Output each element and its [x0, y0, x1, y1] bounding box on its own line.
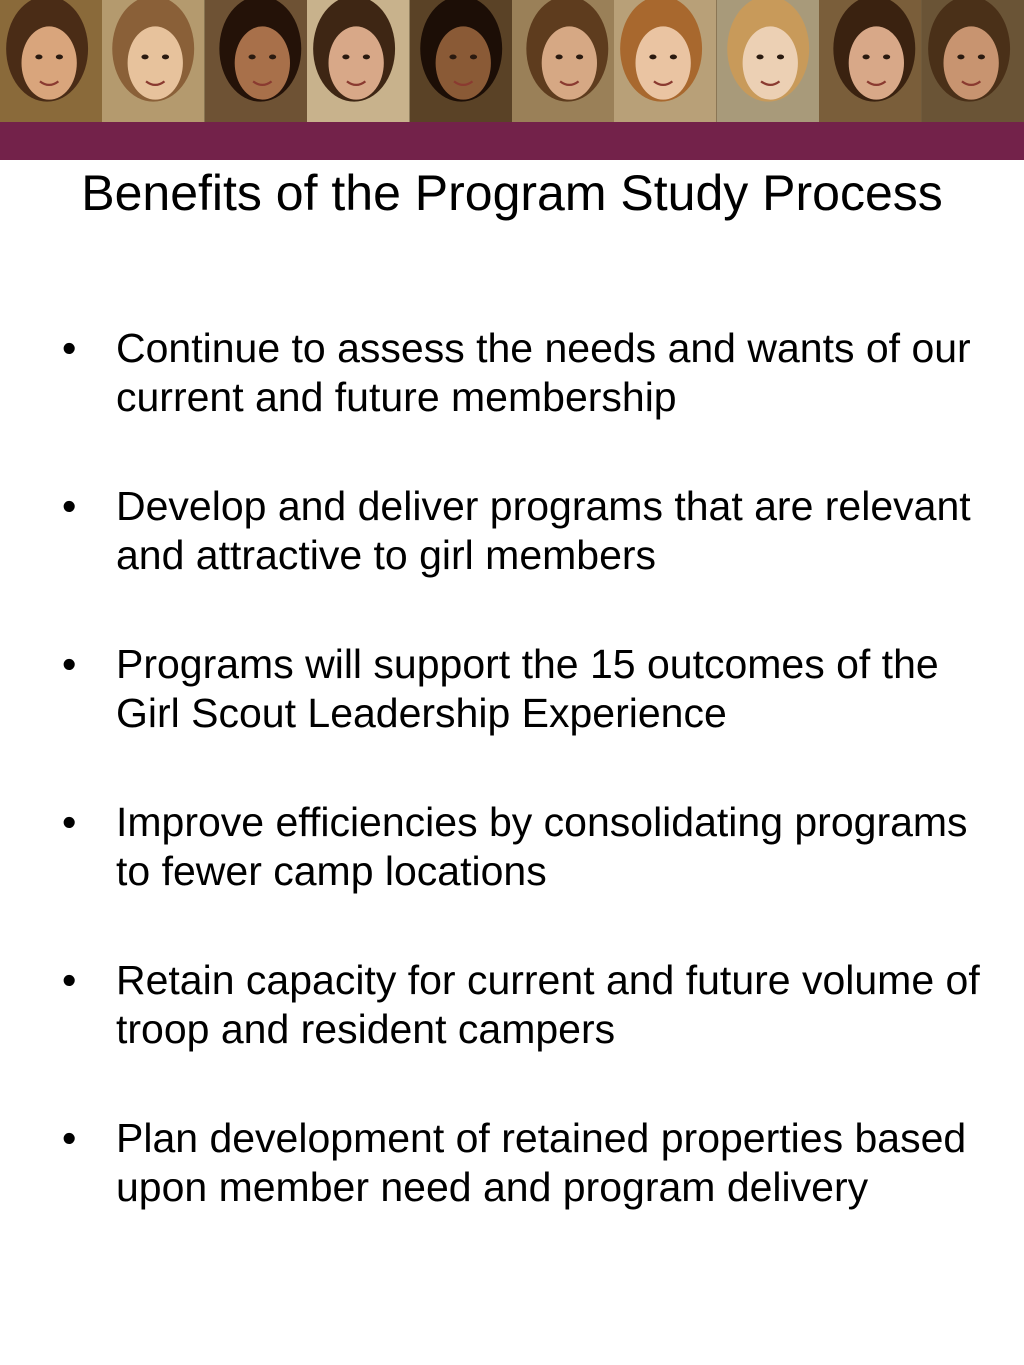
- bullet-point-icon: •: [62, 641, 77, 687]
- bullet-point-icon: •: [62, 1115, 77, 1161]
- bullet-text: Plan development of retained properties based upon member need and program delivery: [116, 1115, 967, 1210]
- portrait-photo: [0, 0, 102, 122]
- slide-title: Benefits of the Program Study Process: [81, 165, 943, 221]
- portrait-photo: [819, 0, 921, 122]
- portrait-photo: [922, 0, 1024, 122]
- bullet-point-icon: •: [62, 483, 77, 529]
- bullet-item: [60, 640, 980, 738]
- bullet-text: Programs will support the 15 outcomes of the Girl Scout Leadership Experience: [116, 641, 939, 736]
- photo-banner: [0, 0, 1024, 122]
- bullet-item: [60, 482, 980, 580]
- bullet-text: Retain capacity for current and future volume of troop and resident campers: [116, 957, 980, 1052]
- bullet-point-icon: •: [62, 799, 77, 845]
- bullet-point-icon: •: [62, 325, 77, 371]
- bullet-item: [60, 324, 980, 422]
- bullet-text: Develop and deliver programs that are relevant and attractive to girl members: [116, 483, 971, 578]
- bullet-item: [60, 1114, 980, 1212]
- portrait-photo: [410, 0, 512, 122]
- portrait-photo: [102, 0, 204, 122]
- portrait-photo: [717, 0, 819, 122]
- bullet-text: Improve efficiencies by consolidating programs to fewer camp locations: [116, 799, 968, 894]
- portrait-photo: [512, 0, 614, 122]
- bullet-text: Continue to assess the needs and wants of our current and future membership: [116, 325, 971, 420]
- portrait-photo: [307, 0, 409, 122]
- bullet-point-icon: •: [62, 957, 77, 1003]
- bullet-item: [60, 798, 980, 896]
- bullet-item: [60, 956, 980, 1054]
- portrait-photo: [205, 0, 307, 122]
- portrait-photo: [614, 0, 716, 122]
- bullet-list: [60, 324, 980, 1272]
- header-stripe: [0, 122, 1024, 160]
